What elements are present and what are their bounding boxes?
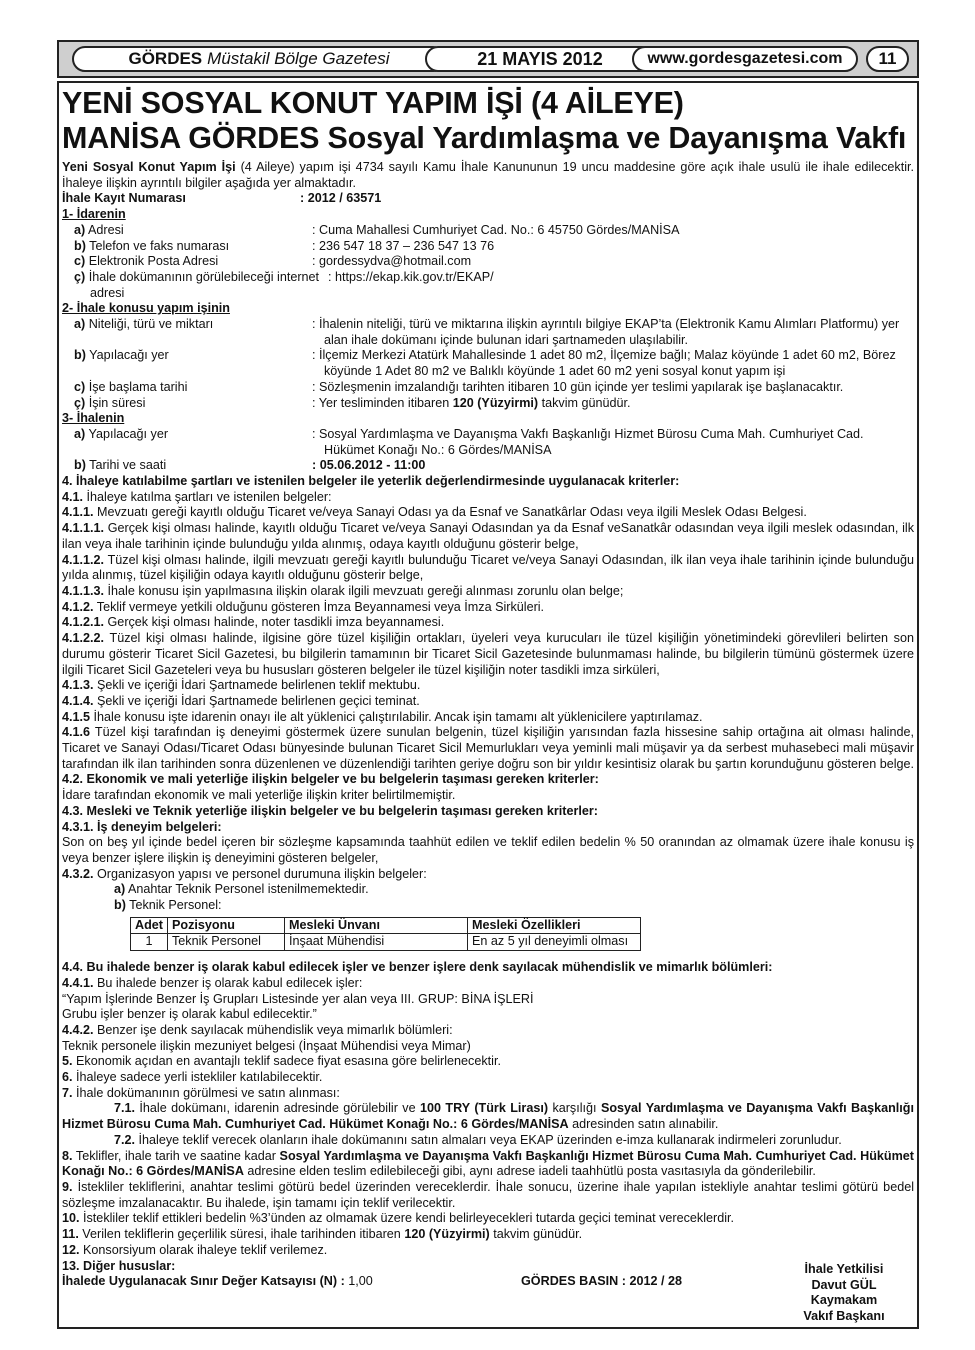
newspaper-header-bar [57,40,919,78]
work-location-value: : İlçemiz Merkezi Atatürk Mahallesinde 1 adet 80 m2, İlçemize bağlı; Malaz köyünde 1 adet 60 m2, Börez köyünde 1 Adet 80 m2 ve Balıklı köyünde 1 adet 60 m2 yeni sosyal konut yapım işi [312,348,896,379]
clause-4-1-5 [62,710,914,726]
clause-4-1-2-2 [62,631,914,678]
table-header-cell: Mesleki Özellikleri [468,917,641,934]
item-label: Elektronik Posta Adresi [85,254,219,269]
work-nature-value: : İhalenin niteliği, türü ve miktarına ilişkin ayrıntılı bilgiye EKAP’ta (Elektronik Kamu Alımları Platformu) yer alan ihale dokümanı içinde bulunan idari şartnameden ulaşılabilir. [312,317,900,347]
clause-7 [62,1086,914,1102]
clause-text: Teklifler, ihale tarih ve saatine kadar [72,1148,280,1163]
validity-days: 120 (Yüzyirmi) [404,1227,490,1242]
duration-text: takvim günüdür. [538,395,631,410]
tender-date-row [62,458,914,474]
clause-number: 5. [62,1054,73,1069]
clause-4-3-1-text: Son on beş yıl içinde bedel içeren bir sözleşme kapsamında taahhüt edilen ve teklif edilen bedelin % 50 oranından az olmamak üzere ihale konusu iş veya benzer işlere ilişkin iş deneyimini gösteren belgeler, [62,835,914,865]
clause-number: 4.1.1.2. [62,552,105,567]
clause-number: 4.1.1. [62,505,94,520]
item-label: İşe başlama tarihi [85,379,188,394]
item-key: ç) [74,269,86,284]
clause-text: İhale dokümanı, idarenin adresinde görülebilir ve [135,1101,421,1116]
intro-bold: Yeni Sosyal Konut Yapım İşi [62,160,236,174]
clause-4-1-4 [62,694,914,710]
table-cell: İnşaat Mühendisi [285,934,468,951]
clause-4-3-2-a [62,882,914,898]
work-location-row [62,348,914,379]
clause-text: Tüzel kişi olması halinde, ilgisine göre tüzel kişiliğin ortakları, üyeleri veya kurucuları ile tüzel kişiliğin yönetimindeki görevlileri belirten son durumu gösterir Ticaret Sicil Gazetesi, bu bilgilerin tamamının bir Ticaret Sicil Gazetesinde bulunmaması halinde, bu bilgilerin tümünü göstermek üzere ilgili Ticaret Sicil Gazeteleri veya bu hususları gösteren belgeler ile tüzel kişiliğin noter tasdikli imza sirküleri, [62,631,914,677]
clause-number: 4.1.1.3. [62,583,105,598]
technical-personnel-table [130,917,641,951]
admin-email-value: : gordessydva@hotmail.com [312,254,472,269]
clause-4-4-heading: 4.4. Bu ihalede benzer iş olarak kabul edilecek işler ve benzer işlere denk sayılacak mühendislik ve mimarlık bölümleri: [62,960,773,975]
clause-text: Konsorsiyum olarak ihaleye teklif verilemez. [79,1242,328,1257]
clause-4-2-text: İdare tarafından ekonomik ve mali yeterliğe ilişkin kriter belirtilmemiştir. [62,788,456,803]
signature-line: Vakıf Başkanı [803,1309,885,1324]
threshold-value: 1,00 [344,1274,373,1289]
clause-text: İhaleye sadece yerli istekliler katılabilecektir. [72,1070,323,1085]
document-fee: 100 TRY (Türk Lirası) [420,1101,549,1116]
tender-place-row [62,427,914,458]
clause-11 [62,1227,914,1243]
table-row [131,934,641,951]
section-4-heading: 4. İhaleye katılabilme şartları ve istenilen belgeler ile yeterlik değerlendirmesinde uygulanacak kriterler: [62,474,680,489]
clause-12 [62,1243,914,1259]
clause-4-4-2 [62,1023,914,1039]
section-3-heading: 3- İhalenin [62,411,125,426]
clause-4-3-2-b [62,898,914,914]
admin-phone-row [62,239,914,255]
clause-number: 4.1.5 [62,709,91,724]
clause-number: 9. [62,1180,73,1194]
start-date-row [62,380,914,396]
table-cell: Teknik Personel [168,934,285,951]
clause-text: Verilen tekliflerin geçerlilik süresi, ihale tarihinden itibaren [78,1227,405,1242]
clause-text: karşılığı [548,1101,601,1116]
clause-4-4-1 [62,976,914,992]
clause-4-1-2-1 [62,615,914,631]
clause-text: Gerçek kişi olması halinde, noter tasdikli imza beyannamesi. [104,615,445,630]
table-cell: 1 [131,934,168,951]
clause-text: İhale dokümanının görülmesi ve satın alınması: [72,1085,340,1100]
clause-text: Şekli ve içeriği İdari Şartnamede belirlenen geçici teminat. [93,693,420,708]
tender-place-value: : Sosyal Yardımlaşma ve Dayanışma Vakfı Başkanlığı Hizmet Bürosu Cuma Mah. Cumhuriyet Cad. Hükümet Konağı No.: 6 Gördes/MANİSA [312,426,864,457]
clause-text: Anahtar Teknik Personel istenilmemektedir. [125,882,369,897]
threshold-label: İhalede Uygulanacak Sınır Değer Katsayısı (N) : [62,1274,345,1289]
signature-line: İhale Yetkilisi [804,1262,884,1276]
paper-name-italic: Müstakil Bölge Gazetesi [207,49,390,68]
registration-label: İhale Kayıt Numarası [62,191,186,206]
clause-4-1 [62,490,914,506]
clause-8 [62,1149,914,1180]
headline-1: YENİ SOSYAL KONUT YAPIM İŞİ (4 AİLEYE) [62,86,684,120]
clause-number: 10. [62,1211,80,1226]
clause-number: 4.4.2. [62,1022,94,1037]
item-key: a) [114,882,126,897]
clause-4-1-3 [62,678,914,694]
work-nature-row [62,317,914,348]
issue-date: 21 MAYIS 2012 [425,46,655,72]
clause-text: İstekliler tekliflerini, anahtar teslimi götürü bedel üzerinden vereceklerdir. İhale sonucu, üzerine ihale yapılan istekliyle anahtar teslimi götürü bedel sözleşme imzalanacaktır. Bu ihalede, işin tamamı için teklif verilecektir. [62,1180,914,1210]
item-label: Adresi [85,222,124,237]
table-header-cell: Pozisyonu [168,917,285,934]
item-key: c) [74,379,86,394]
duration-value [312,396,914,412]
table-header-cell: Adet [131,917,168,934]
signature-line: Kaymakam [810,1293,878,1308]
clause-number: 4.1.1.1. [62,521,105,536]
clause-number: 4.1.2. [62,599,94,614]
clause-4-1-1-3 [62,584,914,600]
clause-number: 4.3.2. [62,866,94,881]
clause-4-1-1 [62,505,914,521]
quote-line-1: “Yapım İşlerinde Benzer İş Grupları Listesinde yer alan veya III. GRUP: BİNA İŞLERİ [62,991,534,1006]
clause-number: 4.1.3. [62,678,94,693]
item-key: b) [74,238,86,253]
duration-text: : Yer tesliminden itibaren [312,395,453,410]
clause-4-3-2 [62,867,914,883]
clause-4-1-2 [62,600,914,616]
clause-number: 6. [62,1070,73,1085]
item-label: Niteliği, türü ve miktarı [85,317,214,332]
admin-email-row [62,254,914,270]
item-label: Tarihi ve saati [85,458,167,473]
admin-address-value: : Cuma Mahallesi Cumhuriyet Cad. No.: 6 45750 Gördes/MANİSA [312,222,680,237]
clause-4-1-1-1 [62,521,914,552]
purchase-address: Sosyal Yardımlaşma ve Dayanışma Vakfı Başkanlığı Hizmet Bürosu Cuma Mah. Cumhuriyet Cad. Hükümet Konağı No.: 6 Gördes/MANİSA [62,1101,914,1132]
item-key: ç) [74,395,86,410]
footer-line [62,1274,682,1290]
clause-number: 12. [62,1242,80,1257]
item-key: b) [74,348,86,363]
clause-4-1-1-2 [62,553,914,584]
item-label: Yapılacağı yer [85,348,169,363]
clause-text: Tüzel kişi tarafından iş deneyimi göstermek üzere sunulan belgenin, tüzel kişiliğin yarısından fazla hissesine sahip ortağına ait olması halinde, Ticaret ve Sanayi Odası/Ticaret Odası bünyesinde bulunan Ticaret Sicil Memurlukları veya yeminli mali müşavir ya da serbest muhasebeci mali müşavir tarafından ilk ilan tarihinden sonra düzenlenen ve düzenlendiği tarihten geriye doğru son bir yıldır kesintisiz olarak bu şartın korunduğunu gösteren belge. [62,725,915,771]
item-label: İşin süresi [85,395,146,410]
registration-value: : 2012 / 63571 [300,191,382,206]
clause-number: 11. [62,1227,79,1242]
clause-13-heading: 13. Diğer hususlar: [62,1258,176,1273]
clause-number: 7. [62,1085,73,1100]
signature-block [782,1262,906,1325]
clause-number: 4.1.2.1. [62,615,105,630]
section-1-heading: 1- İdarenin [62,207,126,222]
clause-text: Ekonomik açıdan en avantajlı teklif sadece fiyat esasına göre belirlenecektir. [72,1054,501,1069]
duration-row [62,396,914,412]
intro-text: (4 Aileye) yapım işi 4734 sayılı Kamu İhale Kanununun 19 uncu maddesine göre açık ihale usulü ile ihale edilecektir. İhaleye ilişkin ayrıntılı bilgiler aşağıda yer almaktadır. [62,160,914,190]
table-header-row [131,917,641,934]
clause-text: İhale konusu işin yapılmasına ilişkin olarak ilgili mevzuatı gereği alınması zorunlu olan belge; [104,583,624,598]
clause-text: İhale konusu işte idarenin onayı ile alt yüklenici çalıştırılabilir. Ancak işin tamamı alt yüklenicilere yaptırılamaz. [90,709,703,724]
item-key: a) [74,317,86,332]
item-key: b) [114,898,126,913]
admin-address-row [62,223,914,239]
website-link[interactable]: www.gordesgazetesi.com [632,46,858,72]
clause-4-2-heading: 4.2. Ekonomik ve mali yeterliğe ilişkin belgeler ve bu belgelerin taşıması gereken kriterler: [62,772,599,787]
clause-4-1-6 [62,725,914,772]
item-label: İhale dokümanının görülebileceği internet adresi [85,269,320,300]
clause-5 [62,1054,914,1070]
paper-name [72,46,446,72]
clause-text: İstekliler teklif ettikleri bedelin %3’ünden az olmamak üzere kendi belirleyecekleri tutarda geçici teminat vereceklerdir. [79,1211,734,1226]
paper-name-bold: GÖRDES [128,49,203,68]
duration-days: 120 (Yüzyirmi) [452,395,539,410]
tender-announcement [62,86,914,1290]
clause-text: Gerçek kişi olması halinde, kayıtlı olduğu Ticaret ve/veya Sanayi Odasından ya da Esnaf veSanatkâr odasından veya ilgili meslek odasından, ilk ilan veya ihale tarihinin içinde bulunduğu yılda alınmış, odaya kayıtlı olduğunu gösterir belge, [62,521,914,551]
submission-address: Sosyal Yardımlaşma ve Dayanışma Vakfı Başkanlığı Hizmet Bürosu Cuma Mah. Cumhuriyet Cad. Hükümet Konağı No.: 6 Gördes/MANİSA [62,1148,914,1179]
registration-number-row [62,191,914,207]
clause-text: Organizasyon yapısı ve personel durumuna ilişkin belgeler: [93,866,427,881]
clause-6 [62,1070,914,1086]
admin-web-row [62,270,914,301]
admin-web-value: : https://ekap.kik.gov.tr/EKAP/ [328,269,494,284]
clause-text: takvim günüdür. [489,1227,583,1242]
section-2-heading: 2- İhale konusu yapım işinin [62,301,230,316]
clause-text: Teknik Personel: [125,898,222,913]
clause-4-4-2-text: Teknik personele ilişkin mezuniyet belgesi (İnşaat Mühendisi veya Mimar) [62,1038,471,1053]
table-header-cell: Mesleki Ünvanı [285,917,468,934]
item-label: Telefon ve faks numarası [85,238,230,253]
page-number: 11 [866,46,909,72]
threshold-coefficient [62,1274,373,1290]
admin-phone-value: : 236 547 18 37 – 236 547 13 76 [312,238,495,253]
clause-text: Benzer işe denk sayılacak mühendislik veya mimarlık bölümleri: [93,1022,453,1037]
clause-text: adresine elden teslim edilebileceği gibi, aynı adrese iadeli taahhütlü posta vasıtasıyla da gönderilebilir. [243,1164,816,1179]
signature-line: Davut GÜL [811,1277,877,1292]
clause-9 [62,1180,914,1211]
clause-number: 4.4.1. [62,975,94,990]
item-key: a) [74,222,86,237]
clause-number: 4.1.4. [62,693,94,708]
clause-number: 7.1. [114,1101,136,1116]
clause-text: İhaleye katılma şartları ve istenilen belgeler: [83,489,332,504]
clause-number: 4.1. [62,489,84,504]
clause-7-2 [62,1133,914,1149]
clause-4-3-heading: 4.3. Mesleki ve Teknik yeterliğe ilişkin belgeler ve bu belgelerin taşıması gereken kriterler: [62,803,598,818]
clause-4-3-1-heading: 4.3.1. İş deneyim belgeleri: [62,819,222,834]
clause-text: İhaleye teklif verecek olanların ihale dokümanını satın almaları veya EKAP üzerinden e-imza kullanarak indirmeleri zorunludur. [135,1132,842,1147]
clause-number: 8. [62,1148,73,1163]
clause-number: 4.1.6 [62,725,91,740]
quote-line-2: Grubu işler benzer iş olarak kabul edilecektir.” [62,1007,317,1022]
headline-2: MANİSA GÖRDES Sosyal Yardımlaşma ve Dayanışma Vakfı [62,121,907,155]
tender-date-value: : 05.06.2012 - 11:00 [312,458,426,473]
clause-number: 7.2. [114,1132,136,1147]
item-key: a) [74,426,86,441]
clause-number: 4.1.2.2. [62,631,105,646]
clause-7-1 [62,1101,914,1132]
start-date-value: : Sözleşmenin imzalandığı tarihten itibaren 10 gün içinde yer teslimi yapılarak işe başlanacaktır. [312,379,844,394]
clause-text: Mevzuatı gereği kayıtlı olduğu Ticaret ve/veya Sanayi Odası ya da Esnaf ve Sanatkârlar Odası veya ilgili Meslek Odası Belgesi. [93,505,807,520]
clause-text: Bu ihalede benzer iş olarak kabul edilecek işler: [93,975,363,990]
item-key: b) [74,458,86,473]
item-key: c) [74,254,86,269]
press-reference: GÖRDES BASIN : 2012 / 28 [521,1274,682,1289]
clause-10 [62,1211,914,1227]
table-cell: En az 5 yıl deneyimli olması [468,934,641,951]
clause-text: Teklif vermeye yetkili olduğunu gösteren İmza Beyannamesi veya İmza Sirküleri. [93,599,545,614]
intro-paragraph [62,160,914,191]
clause-text: Şekli ve içeriği İdari Şartnamede belirlenen teklif mektubu. [93,678,421,693]
clause-text: Tüzel kişi olması halinde, ilgili mevzuatı gereği kayıtlı bulunduğu Ticaret ve/veya Sanayi Odasından, ilk ilan veya ihale tarihinin içinde bulunduğu yılda alınmış, tüzel kişiliğin odaya kayıtlı olduğunu gösterir belge, [62,552,914,583]
item-label: Yapılacağı yer [85,426,169,441]
clause-text: adresinden satın alınabilir. [568,1117,719,1132]
